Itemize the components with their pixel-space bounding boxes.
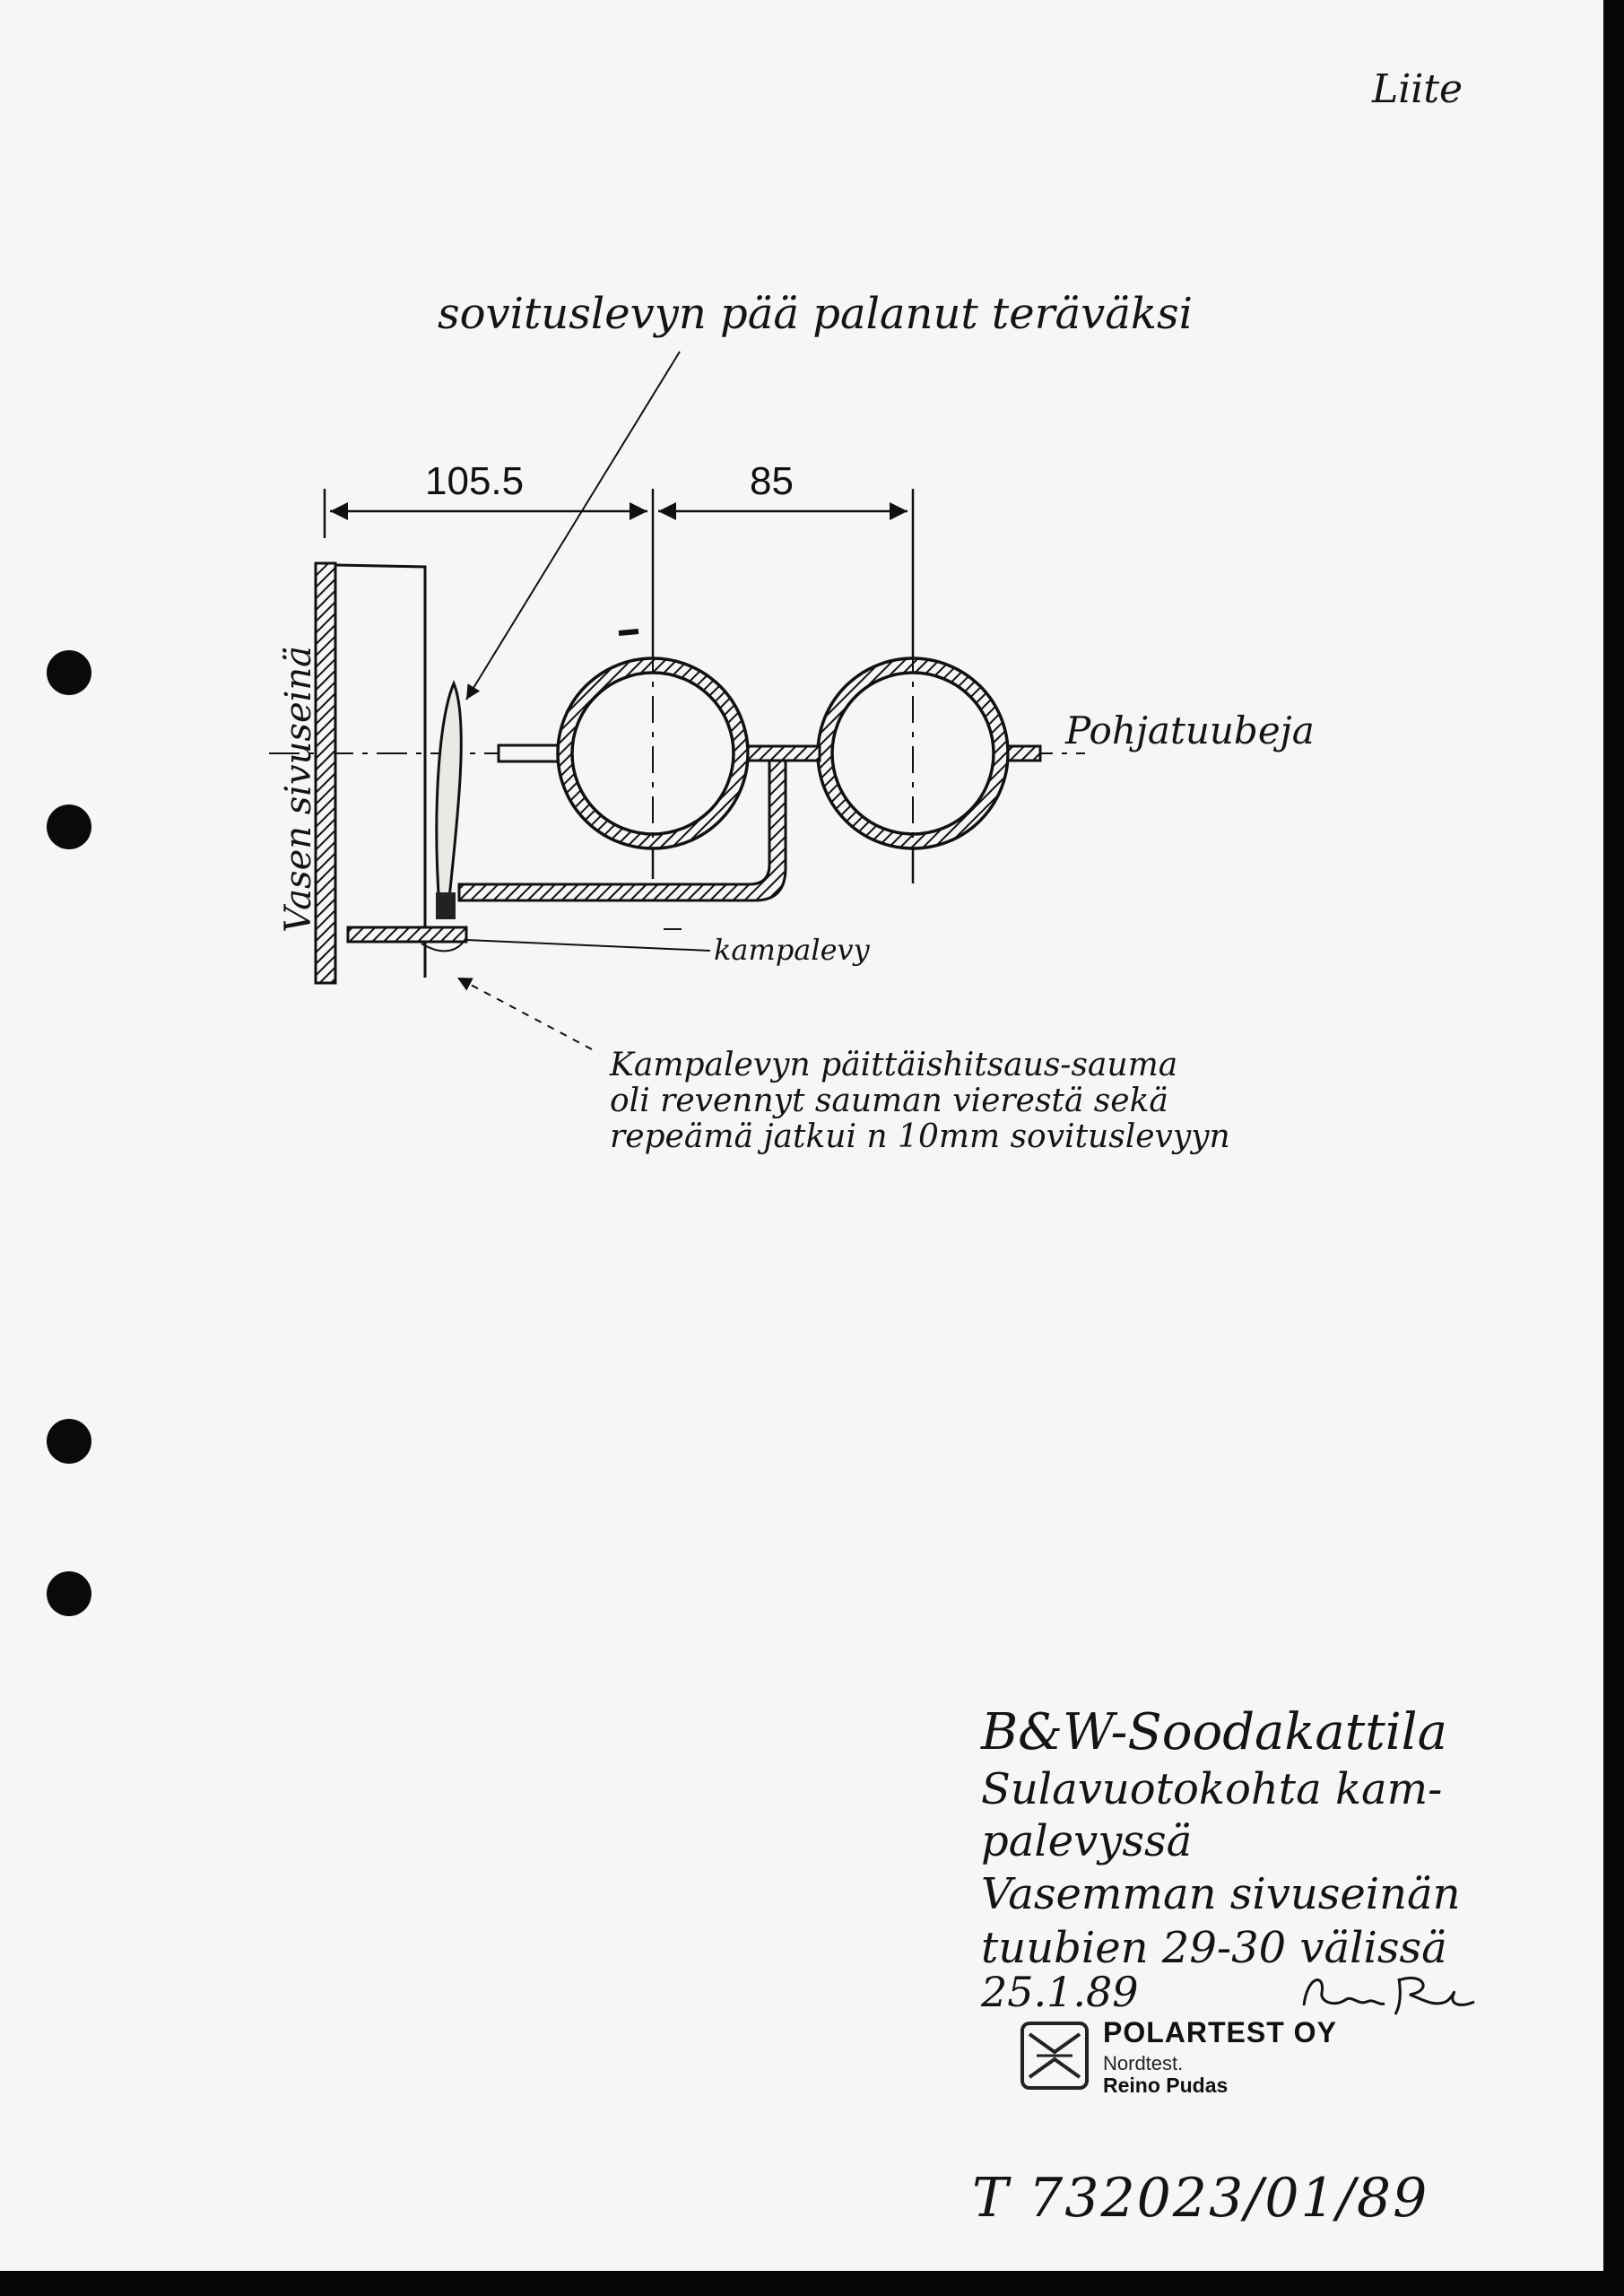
leader-plate: [466, 940, 710, 951]
caption-block: [981, 1702, 1461, 1975]
leader-note: [457, 978, 592, 1049]
side-wall: [316, 563, 425, 983]
scan-edge-right: [1603, 0, 1624, 2296]
failure-note: [610, 1048, 1230, 1155]
stamp-subtitle: Nordtest.: [1103, 2052, 1184, 2074]
leader-top-note: [466, 352, 680, 700]
company-logo-icon: [1020, 2022, 1089, 2090]
stamp-name: Reino Pudas: [1103, 2074, 1229, 2097]
caption-line: palevyssä: [981, 1816, 1193, 1866]
label-bottom-tubes: Pohjatuubeja: [1065, 709, 1315, 752]
caption-date: 25.1.89: [981, 1968, 1139, 2016]
signature: [1298, 1966, 1478, 2020]
tube-1: [558, 646, 748, 861]
label-side-wall: Vasen sivuseinä: [278, 645, 319, 933]
tube-2: [818, 646, 1008, 861]
label-comb-plate: kampalevy: [714, 933, 870, 967]
document-number: T 732023/01/89: [972, 2167, 1429, 2230]
corner-mark: Liite: [1372, 66, 1463, 112]
top-note: sovituslevyn pää palanut teräväksi: [438, 289, 1193, 339]
failure-note-line: Kampalevyn päittäishitsaus-sauma: [610, 1047, 1178, 1083]
dimension-left-value: 105.5: [425, 459, 525, 503]
failure-note-line: repeämä jatkui n 10mm sovituslevyyn: [610, 1118, 1230, 1155]
caption-line: Sulavuotokohta kam-: [981, 1764, 1443, 1814]
fitting-plate: [437, 683, 461, 908]
company-stamp: [1020, 2016, 1415, 2097]
caption-line: B&W-Soodakattila: [981, 1703, 1447, 1761]
caption-line: tuubien 29-30 välissä: [981, 1923, 1447, 1973]
comb-plate: [348, 927, 466, 942]
scan-edge-bottom: [0, 2271, 1624, 2296]
failure-note-line: oli revennyt sauman vierestä sekä: [610, 1083, 1168, 1119]
dimension-right-value: 85: [750, 459, 794, 503]
stamp-company: POLARTEST OY: [1103, 2016, 1337, 2048]
caption-line: Vasemman sivuseinän: [981, 1869, 1461, 1919]
